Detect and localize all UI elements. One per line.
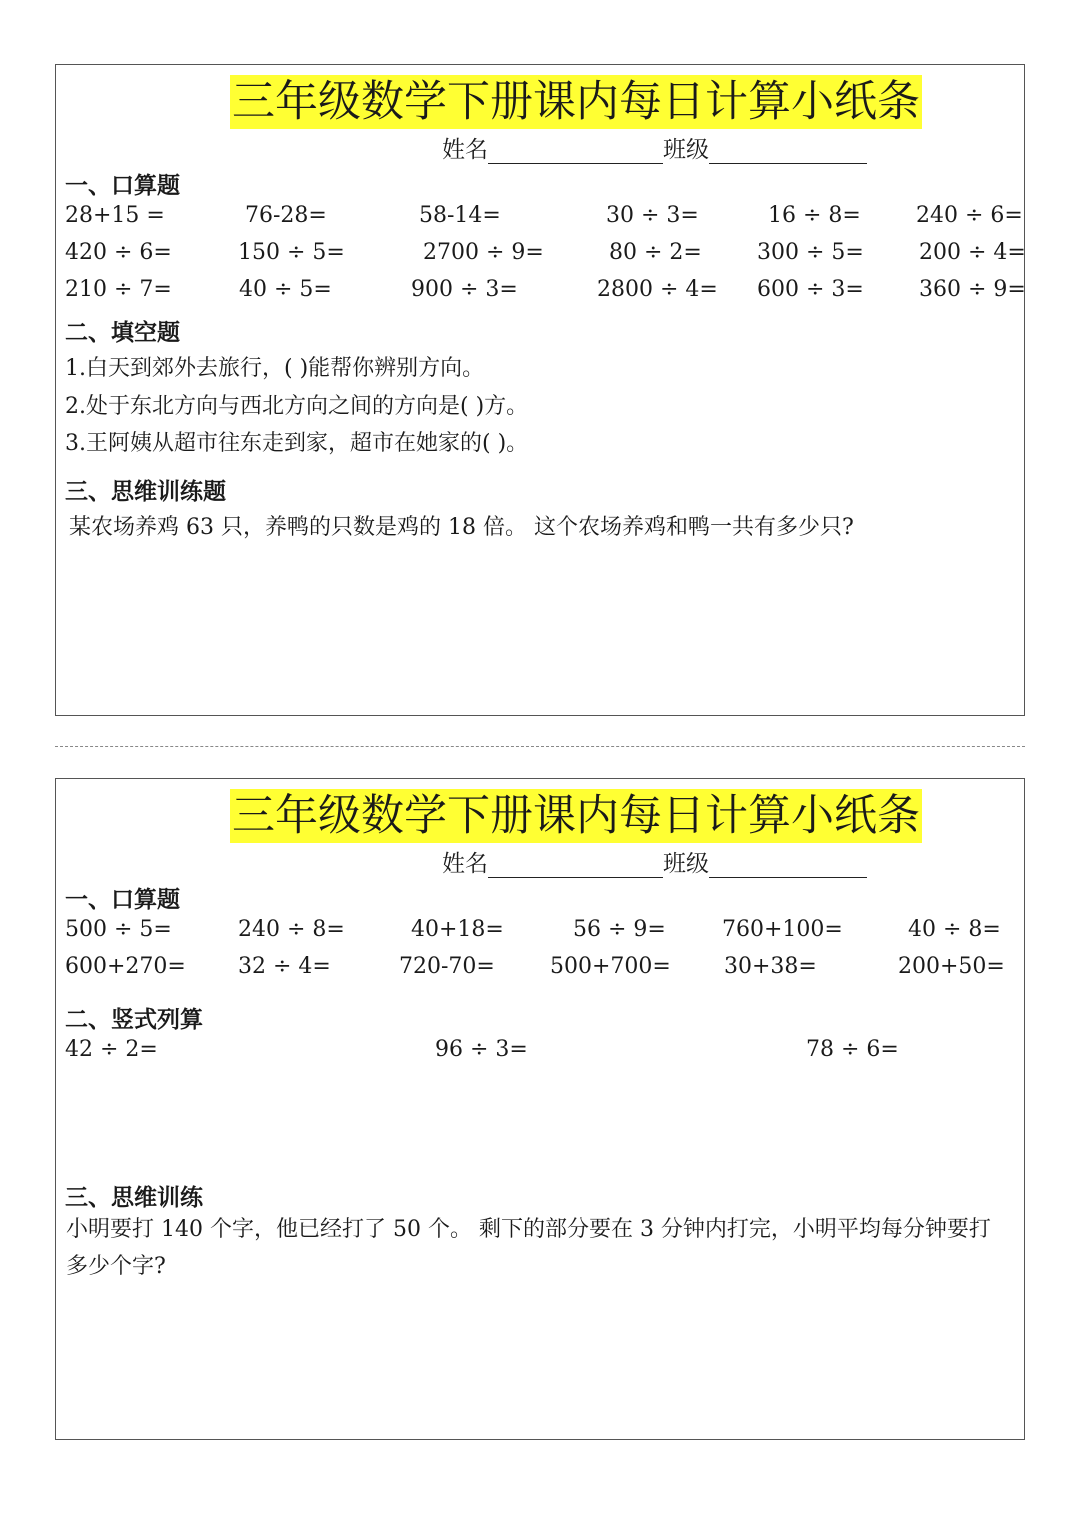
oral-item: 2700 ÷ 9= (423, 240, 544, 265)
oral-item: 200 ÷ 4= (919, 240, 1026, 265)
worksheet-1 (55, 64, 1025, 716)
oral-item: 40 ÷ 5= (239, 277, 332, 302)
worksheet-title: 三年级数学下册课内每日计算小纸条 (232, 791, 920, 841)
oral-item: 760+100= (722, 917, 843, 942)
cut-line (55, 746, 1025, 747)
oral-item: 56 ÷ 9= (573, 917, 666, 942)
name-blank[interactable] (488, 137, 663, 164)
section-thinking-title: 三、思维训练 (65, 1185, 203, 1211)
class-blank[interactable] (709, 137, 867, 164)
oral-item: 240 ÷ 8= (238, 917, 345, 942)
oral-item: 32 ÷ 4= (238, 954, 331, 979)
title-wrap (56, 789, 1024, 843)
name-label: 姓名 (442, 851, 488, 877)
name-class-row (442, 131, 867, 161)
oral-item: 420 ÷ 6= (65, 240, 172, 265)
class-label: 班级 (663, 137, 709, 163)
fill-question-1: 1.白天到郊外去旅行，( )能帮你辨别方向。 (65, 356, 485, 381)
oral-row (65, 240, 1024, 270)
section-oral-title: 一、口算题 (65, 173, 180, 199)
oral-row (65, 917, 1024, 947)
vertical-row (65, 1037, 1024, 1067)
thinking-problem: 小明要打 140 个字，他已经打了 50 个。 剩下的部分要在 3 分钟内打完，小明平均每分钟要打多少个字? (66, 1217, 991, 1279)
oral-item: 2800 ÷ 4= (597, 277, 718, 302)
section-fill-title: 二、填空题 (65, 320, 180, 346)
oral-item: 76-28= (245, 203, 327, 228)
vertical-item: 42 ÷ 2= (65, 1037, 158, 1062)
oral-item: 900 ÷ 3= (411, 277, 518, 302)
title-wrap (56, 75, 1024, 129)
oral-item: 40 ÷ 8= (908, 917, 1001, 942)
fill-question-2: 2.处于东北方向与西北方向之间的方向是( )方。 (65, 394, 529, 419)
oral-item: 150 ÷ 5= (238, 240, 345, 265)
oral-item: 500+700= (550, 954, 671, 979)
oral-item: 600 ÷ 3= (757, 277, 864, 302)
section-thinking-title: 三、思维训练题 (65, 479, 226, 505)
oral-item: 200+50= (898, 954, 1005, 979)
vertical-item: 78 ÷ 6= (806, 1037, 899, 1062)
oral-row (65, 954, 1024, 984)
thinking-problem: 某农场养鸡 63 只，养鸭的只数是鸡的 18 倍。 这个农场养鸡和鸭一共有多少只? (69, 515, 854, 540)
vertical-item: 96 ÷ 3= (435, 1037, 528, 1062)
oral-item: 40+18= (411, 917, 504, 942)
name-label: 姓名 (442, 137, 488, 163)
name-blank[interactable] (488, 851, 663, 878)
oral-row (65, 203, 1024, 233)
oral-item: 720-70= (399, 954, 495, 979)
class-label: 班级 (663, 851, 709, 877)
oral-row (65, 277, 1024, 307)
fill-question-3: 3.王阿姨从超市往东走到家，超市在她家的( )。 (65, 431, 529, 456)
oral-item: 210 ÷ 7= (65, 277, 172, 302)
oral-item: 500 ÷ 5= (65, 917, 172, 942)
oral-item: 30+38= (724, 954, 817, 979)
oral-item: 300 ÷ 5= (757, 240, 864, 265)
oral-item: 58-14= (419, 203, 501, 228)
section-vertical-title: 二、竖式列算 (65, 1007, 203, 1033)
oral-item: 600+270= (65, 954, 186, 979)
oral-item: 360 ÷ 9= (919, 277, 1026, 302)
class-blank[interactable] (709, 851, 867, 878)
worksheet-2 (55, 778, 1025, 1440)
oral-item: 30 ÷ 3= (606, 203, 699, 228)
name-class-row (442, 845, 867, 875)
oral-item: 240 ÷ 6= (916, 203, 1023, 228)
oral-item: 16 ÷ 8= (768, 203, 861, 228)
oral-item: 28+15 = (65, 203, 165, 228)
section-oral-title: 一、口算题 (65, 887, 180, 913)
oral-item: 80 ÷ 2= (609, 240, 702, 265)
worksheet-title: 三年级数学下册课内每日计算小纸条 (232, 77, 920, 127)
